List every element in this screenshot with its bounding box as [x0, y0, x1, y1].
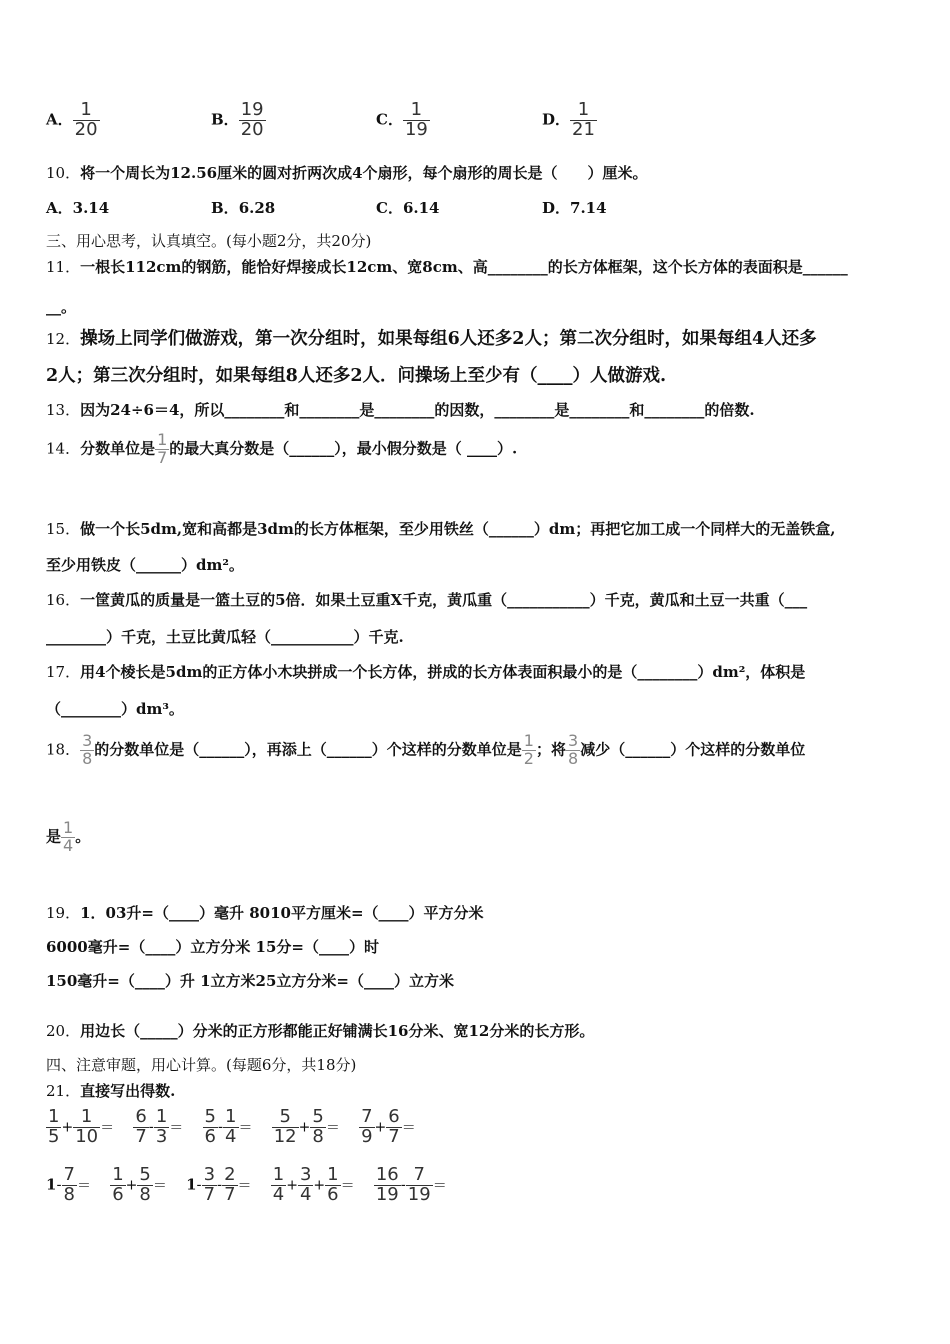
fraction: $\frac{3}{8}$: [568, 731, 579, 768]
fraction: $\frac{1}{6}$: [327, 1164, 339, 1205]
question-text: 的最大真分数是（______），最小假分数是（ ____）.: [169, 439, 518, 458]
q15-line-1: [46, 518, 836, 539]
question-text: 做一个长5dm,宽和高都是3dm的长方体框架，至少用铁丝（______）dm；再把它加工成一个同样大的无盖铁盒,: [80, 520, 836, 538]
question-number: 19．: [46, 904, 81, 922]
q9-option-b[interactable]: [211, 101, 266, 140]
q10-option-d[interactable]: [542, 197, 607, 218]
equals-sign: ＝: [237, 1178, 252, 1195]
calc-item: [46, 1166, 91, 1205]
question-number: 15．: [46, 520, 81, 538]
question-number: 11．: [46, 258, 81, 276]
fraction: $\frac{1}{2}$: [523, 731, 534, 768]
question-text: 操场上同学们做游戏，第一次分组时，如果每组6人还多2人；第二次分组时，如果每组4人还多: [80, 329, 817, 349]
operator: +: [298, 1119, 311, 1136]
question-text: 分数单位是: [80, 439, 156, 458]
question-text: ；将: [535, 740, 566, 759]
operator: -: [56, 1177, 62, 1194]
fraction: $\frac{5}{8}$: [312, 1106, 324, 1147]
fraction: $\frac{1}{19}$: [404, 99, 428, 140]
q9-option-a[interactable]: [46, 101, 100, 140]
option-value: 6.14: [402, 199, 440, 217]
q11-line-2: __。: [46, 298, 77, 316]
operator: +: [374, 1119, 387, 1136]
fraction: $\frac{7}{8}$: [63, 1164, 75, 1205]
question-text: 的分数单位是（______），再添上（______）个这样的分数单位是: [94, 740, 522, 759]
fraction: $\frac{5}{6}$: [204, 1106, 216, 1147]
question-number: 21．: [46, 1082, 81, 1100]
fraction: $\frac{19}{20}$: [240, 99, 264, 140]
option-value: 3.14: [72, 199, 110, 217]
fraction: $\frac{1}{4}$: [272, 1164, 285, 1205]
fraction: $\frac{6}{7}$: [135, 1106, 147, 1147]
q12-line-2: 2人；第三次分组时，如果每组8人还多2人．问操场上至少有（____）人做游戏.: [46, 366, 667, 386]
question-text: 用4个棱长是5dm的正方体小木块拼成一个长方体，拼成的长方体表面积最小的是（________）dm²，体积是: [80, 663, 806, 681]
q14-line: [46, 432, 517, 467]
fraction: $\frac{6}{7}$: [388, 1106, 400, 1147]
operator: +: [286, 1177, 298, 1194]
fraction: $\frac{5}{8}$: [139, 1164, 151, 1205]
option-label: D．: [542, 199, 571, 217]
equals-sign: ＝: [238, 1120, 253, 1137]
option-value: 6.28: [238, 199, 276, 217]
fraction: $\frac{16}{19}$: [375, 1164, 399, 1205]
calc-item: [203, 1108, 253, 1147]
equals-sign: ＝: [76, 1178, 91, 1195]
fraction: $\frac{7}{19}$: [407, 1164, 431, 1205]
calc-item: [271, 1166, 355, 1205]
operator: -: [217, 1177, 223, 1194]
fraction: $\frac{3}{7}$: [203, 1164, 216, 1205]
q10-option-a[interactable]: [46, 197, 109, 218]
q13-line: [46, 399, 755, 420]
option-label: B．: [211, 199, 239, 217]
equals-sign: ＝: [100, 1120, 115, 1137]
question-text: 。: [75, 827, 91, 846]
question-text: 是: [46, 827, 62, 846]
fraction: $\frac{1}{4}$: [225, 1106, 237, 1147]
q16-line-2: ________）千克，土豆比黄瓜轻（___________）千克.: [46, 628, 404, 646]
calc-item: [272, 1108, 340, 1147]
question-number: 17．: [46, 663, 81, 681]
operator: -: [148, 1119, 154, 1136]
fraction: $\frac{1}{7}$: [157, 430, 168, 467]
fraction: $\frac{1}{3}$: [155, 1106, 168, 1147]
calc-item: [359, 1108, 416, 1147]
operator: -: [217, 1119, 224, 1136]
q18-line-1: [46, 733, 805, 768]
question-number: 20．: [46, 1022, 81, 1040]
section-4-title: 四、注意审题，用心计算。(每题6分，共18分): [46, 1056, 357, 1074]
q9-option-c[interactable]: [376, 101, 430, 140]
calc-item: [110, 1166, 167, 1205]
fraction: $\frac{5}{12}$: [273, 1106, 297, 1147]
option-label: A．: [46, 110, 73, 129]
q21-row-2: [46, 1166, 461, 1205]
fraction: $\frac{1}{6}$: [112, 1164, 124, 1205]
q18-line-2: [46, 820, 90, 855]
equals-sign: ＝: [325, 1120, 340, 1137]
q17-line-1: [46, 661, 805, 682]
calc-item: [186, 1166, 251, 1205]
question-text: 一根长112cm的钢筋，能恰好焊接成长12cm、宽8cm、高________的长方体框架，这个长方体的表面积是______: [80, 258, 848, 276]
equals-sign: ＝: [432, 1178, 447, 1195]
question-text: 因为24÷6＝4，所以________和________是________的因数，________是________和________的倍数.: [80, 401, 755, 419]
q19-line-1: [46, 902, 484, 923]
calc-item: [46, 1108, 114, 1147]
fraction: $\frac{7}{9}$: [361, 1106, 373, 1147]
q12-line-1: [46, 325, 817, 350]
fraction: $\frac{3}{4}$: [299, 1164, 312, 1205]
question-text: 直接写出得数.: [80, 1082, 176, 1100]
fraction: $\frac{3}{8}$: [82, 731, 93, 768]
fraction: $\frac{2}{7}$: [224, 1164, 236, 1205]
equals-sign: ＝: [401, 1120, 416, 1137]
q21-row-1: [46, 1108, 430, 1147]
section-3-title: 三、用心思考，认真填空。(每小题2分，共20分): [46, 232, 372, 250]
option-label: C．: [376, 199, 403, 217]
question-text: 一筐黄瓜的质量是一篮土豆的5倍．如果土豆重X千克，黄瓜重（___________）千克，黄瓜和土豆一共重（___: [80, 591, 808, 609]
question-text: 1．03升=（____）毫升 8010平方厘米=（____）平方分米: [80, 904, 484, 922]
fraction: $\frac{1}{4}$: [63, 818, 74, 855]
q19-line-3: 150毫升=（____）升 1立方米25立方分米=（____）立方米: [46, 972, 454, 990]
q19-line-2: 6000毫升=（____）立方分米 15分=（____）时: [46, 938, 379, 956]
q17-line-2: （________）dm³。: [46, 700, 184, 718]
option-label: A．: [46, 199, 73, 217]
q15-line-2: 至少用铁皮（______）dm²。: [46, 556, 244, 574]
question-number: 14．: [46, 439, 81, 458]
question-text: 将一个周长为12.56厘米的圆对折两次成4个扇形，每个扇形的周长是（ ）厘米。: [80, 164, 648, 182]
operator: -: [400, 1177, 406, 1194]
fraction: $\frac{1}{10}$: [75, 1106, 99, 1147]
operator: +: [313, 1177, 326, 1194]
option-value: 7.14: [570, 199, 607, 217]
q21-stem: [46, 1080, 175, 1101]
equals-sign: ＝: [169, 1120, 184, 1137]
calc-item: [133, 1108, 183, 1147]
question-number: 12．: [46, 330, 81, 348]
calc-item: [374, 1166, 447, 1205]
q16-line-1: [46, 589, 807, 610]
question-number: 10．: [46, 164, 81, 182]
fraction: $\frac{1}{5}$: [48, 1106, 60, 1147]
q11-line-1: [46, 256, 848, 277]
lead-number: 1: [46, 1175, 57, 1194]
option-label: B．: [211, 110, 239, 129]
operator: -: [196, 1177, 202, 1194]
fraction: $\frac{1}{20}$: [74, 99, 98, 140]
lead-number: 1: [186, 1175, 197, 1194]
question-number: 16．: [46, 591, 81, 609]
operator: +: [61, 1119, 74, 1136]
fraction: $\frac{1}{21}$: [572, 99, 595, 140]
equals-sign: ＝: [152, 1178, 167, 1195]
option-label: D．: [542, 110, 571, 129]
q20-line: [46, 1020, 594, 1041]
q10-stem: [46, 162, 648, 183]
question-text: 用边长（_____）分米的正方形都能正好铺满长16分米、宽12分米的长方形。: [80, 1022, 595, 1040]
q10-option-b[interactable]: [211, 197, 275, 218]
question-text: 减少（______）个这样的分数单位: [580, 740, 806, 759]
question-number: 18．: [46, 740, 81, 759]
operator: +: [125, 1177, 138, 1194]
option-label: C．: [376, 110, 403, 129]
q10-option-c[interactable]: [376, 197, 440, 218]
q9-option-d[interactable]: [542, 101, 597, 140]
question-number: 13．: [46, 401, 81, 419]
equals-sign: ＝: [340, 1178, 355, 1195]
